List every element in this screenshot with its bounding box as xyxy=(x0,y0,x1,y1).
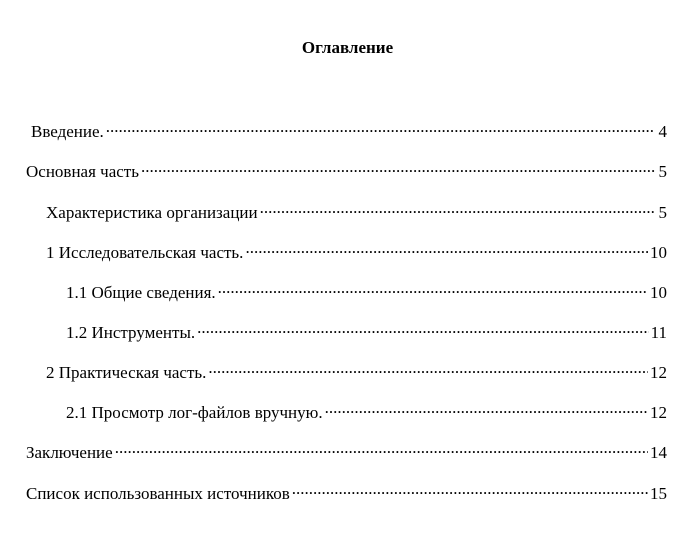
toc-dot-leader xyxy=(115,438,648,458)
toc-page-number: 4 xyxy=(658,122,667,141)
toc-entry-label: Характеристика организации xyxy=(46,203,258,222)
toc-entry-conclusion[interactable] xyxy=(26,438,667,463)
toc-entry-label: Заключение xyxy=(26,443,113,462)
toc-page-number: 5 xyxy=(658,203,667,222)
toc-page-number: 5 xyxy=(658,162,667,181)
toc-dot-leader xyxy=(197,318,649,338)
toc-entry-label: 1.1 Общие сведения. xyxy=(66,283,216,302)
toc-entry-tools[interactable] xyxy=(66,318,667,343)
toc-page-number: 12 xyxy=(650,403,667,422)
toc-entry-references[interactable] xyxy=(26,479,667,504)
toc-page-number: 15 xyxy=(650,484,667,503)
toc-dot-leader xyxy=(325,398,648,418)
toc-entry-label: Введение. xyxy=(31,122,104,141)
toc-title: Оглавление xyxy=(301,38,394,57)
toc-dot-leader xyxy=(260,198,655,218)
toc-entry-main-part[interactable] xyxy=(26,157,667,182)
toc-dot-leader xyxy=(208,358,648,378)
toc-page-number: 10 xyxy=(650,243,667,262)
toc-entry-general-info[interactable] xyxy=(66,278,667,303)
toc-entry-practical-part[interactable] xyxy=(46,358,667,383)
toc-entry-label: 1 Исследовательская часть. xyxy=(46,243,244,262)
toc-entry-log-files-review[interactable] xyxy=(66,398,667,423)
toc-dot-leader xyxy=(292,479,648,499)
toc-dot-leader xyxy=(141,157,655,177)
toc-entry-research-part[interactable] xyxy=(46,238,667,263)
toc-dot-leader xyxy=(218,278,648,298)
toc-entry-label: 2.1 Просмотр лог-файлов вручную. xyxy=(66,403,323,422)
toc-page-number: 14 xyxy=(650,443,667,462)
toc-entry-label: Список использованных источников xyxy=(26,484,290,503)
toc-page-number: 12 xyxy=(650,363,667,382)
toc-entry-introduction[interactable] xyxy=(31,117,667,142)
toc-entry-organization-characteristics[interactable] xyxy=(46,198,667,223)
toc-entry-label: 2 Практическая часть. xyxy=(46,363,207,382)
toc-entry-label: 1.2 Инструменты. xyxy=(66,323,196,342)
toc-dot-leader xyxy=(106,117,655,137)
toc-page-number: 10 xyxy=(650,283,667,302)
toc-entry-label: Основная часть xyxy=(26,162,139,181)
toc-page-number: 11 xyxy=(650,323,667,342)
toc-dot-leader xyxy=(245,238,648,258)
